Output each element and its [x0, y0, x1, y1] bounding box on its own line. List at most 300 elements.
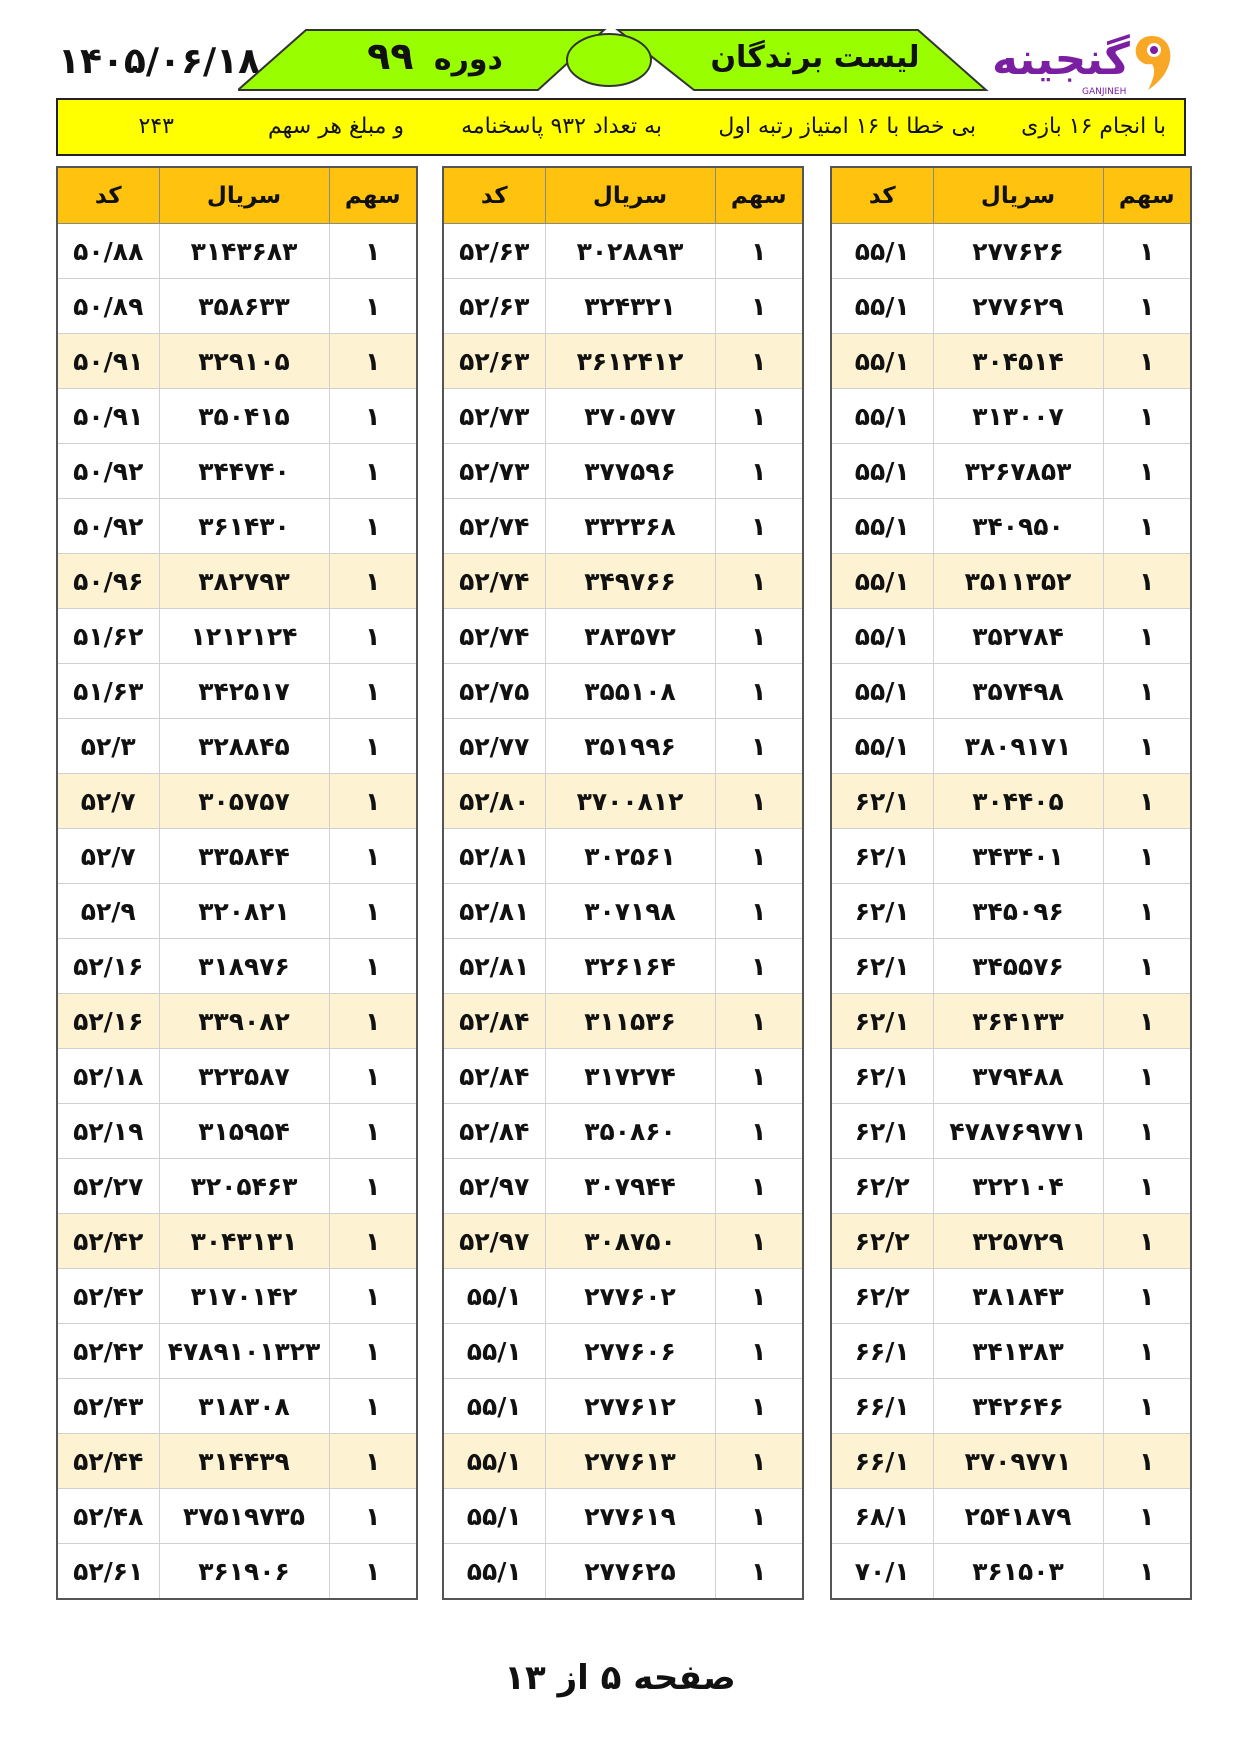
- table-row: [57, 884, 417, 939]
- cell-share: ۱: [1103, 499, 1191, 554]
- cell-code: ۶۲/۱: [831, 994, 933, 1049]
- cell-share: ۱: [329, 224, 417, 279]
- cell-code: ۵۲/۶۱: [57, 1544, 159, 1600]
- cell-share: ۱: [715, 609, 803, 664]
- table-row: [57, 1049, 417, 1104]
- table-row: [831, 664, 1191, 719]
- cell-share: ۱: [1103, 1104, 1191, 1159]
- cell-serial: ۳۲۰۵۴۶۳: [159, 1159, 329, 1214]
- cell-code: ۵۵/۱: [443, 1544, 545, 1600]
- cell-share: ۱: [715, 1324, 803, 1379]
- table-row: [57, 609, 417, 664]
- cell-share: ۱: [1103, 719, 1191, 774]
- cell-serial: ۳۴۱۳۸۳: [933, 1324, 1103, 1379]
- cell-serial: ۳۵۰۴۱۵: [159, 389, 329, 444]
- cell-serial: ۳۸۱۸۴۳: [933, 1269, 1103, 1324]
- page-title: لیست برندگان: [710, 40, 920, 75]
- page-number: صفحه ۵ از ۱۳: [504, 1658, 736, 1698]
- table-row: [831, 1159, 1191, 1214]
- cell-code: ۵۰/۸۸: [57, 224, 159, 279]
- table-row: [57, 1324, 417, 1379]
- logo-mark-icon: [1130, 34, 1174, 92]
- table-row: [831, 554, 1191, 609]
- info-count: به تعداد ۹۳۲ پاسخنامه: [461, 114, 662, 139]
- cell-share: ۱: [1103, 1489, 1191, 1544]
- cell-code: ۵۲/۷۴: [443, 499, 545, 554]
- cell-code: ۵۵/۱: [831, 279, 933, 334]
- cell-serial: ۳۰۴۴۰۵: [933, 774, 1103, 829]
- info-games: با انجام ۱۶ بازی: [1021, 114, 1166, 139]
- cell-share: ۱: [1103, 279, 1191, 334]
- cell-code: ۵۵/۱: [831, 664, 933, 719]
- cell-code: ۵۲/۷۳: [443, 444, 545, 499]
- cell-serial: ۳۳۹۰۸۲: [159, 994, 329, 1049]
- column-header-code: کد: [443, 167, 545, 224]
- cell-serial: ۳۰۷۱۹۸: [545, 884, 715, 939]
- cell-code: ۵۲/۷۵: [443, 664, 545, 719]
- cell-share: ۱: [329, 499, 417, 554]
- draw-date: ۱۴۰۵/۰۶/۱۸: [58, 41, 261, 82]
- table-header-row: [57, 167, 417, 224]
- cell-code: ۵۰/۹۱: [57, 389, 159, 444]
- cell-share: ۱: [1103, 389, 1191, 444]
- table-row: [831, 774, 1191, 829]
- cell-code: ۵۵/۱: [443, 1379, 545, 1434]
- table-row: [57, 224, 417, 279]
- cell-serial: ۳۷۰۰۸۱۲: [545, 774, 715, 829]
- cell-share: ۱: [1103, 1269, 1191, 1324]
- cell-serial: ۳۸۲۷۹۳: [159, 554, 329, 609]
- cell-serial: ۲۷۷۶۱۲: [545, 1379, 715, 1434]
- table-row: [57, 554, 417, 609]
- cell-code: ۵۰/۹۲: [57, 499, 159, 554]
- cell-code: ۵۲/۱۶: [57, 939, 159, 994]
- cell-serial: ۳۴۴۷۴۰: [159, 444, 329, 499]
- cell-code: ۶۶/۱: [831, 1434, 933, 1489]
- cell-serial: ۳۱۷۲۷۴: [545, 1049, 715, 1104]
- table-row: [57, 939, 417, 994]
- table-row: [57, 1269, 417, 1324]
- cell-serial: ۳۴۰۹۵۰: [933, 499, 1103, 554]
- table-row: [57, 1489, 417, 1544]
- cell-share: ۱: [715, 994, 803, 1049]
- table-row: [443, 279, 803, 334]
- cell-code: ۵۵/۱: [443, 1324, 545, 1379]
- cell-share: ۱: [329, 664, 417, 719]
- table-row: [831, 1269, 1191, 1324]
- cell-serial: ۳۷۰۵۷۷: [545, 389, 715, 444]
- cell-serial: ۳۱۴۳۶۸۳: [159, 224, 329, 279]
- table-row: [831, 1489, 1191, 1544]
- cell-code: ۵۲/۸۴: [443, 1049, 545, 1104]
- cell-share: ۱: [1103, 1049, 1191, 1104]
- table-row: [831, 499, 1191, 554]
- cell-code: ۵۲/۴۲: [57, 1324, 159, 1379]
- cell-code: ۵۲/۷: [57, 774, 159, 829]
- cell-share: ۱: [715, 224, 803, 279]
- cell-serial: ۳۲۴۳۲۱: [545, 279, 715, 334]
- cell-serial: ۳۵۰۸۶۰: [545, 1104, 715, 1159]
- cell-serial: ۳۶۴۱۳۳: [933, 994, 1103, 1049]
- cell-code: ۵۲/۷۳: [443, 389, 545, 444]
- cell-serial: ۳۴۵۵۷۶: [933, 939, 1103, 994]
- cell-code: ۶۸/۱: [831, 1489, 933, 1544]
- cell-serial: ۲۷۷۶۰۲: [545, 1269, 715, 1324]
- cell-share: ۱: [1103, 1159, 1191, 1214]
- cell-code: ۵۵/۱: [831, 554, 933, 609]
- table-row: [831, 829, 1191, 884]
- table-row: [443, 1324, 803, 1379]
- table-row: [831, 939, 1191, 994]
- cell-share: ۱: [715, 719, 803, 774]
- period-label: دوره: [433, 42, 503, 77]
- cell-share: ۱: [1103, 554, 1191, 609]
- cell-serial: ۳۴۲۶۴۶: [933, 1379, 1103, 1434]
- cell-code: ۵۲/۱۶: [57, 994, 159, 1049]
- cell-serial: ۳۷۵۱۹۷۳۵: [159, 1489, 329, 1544]
- logo-subtext: GANJINEH: [1082, 87, 1127, 97]
- cell-share: ۱: [329, 1544, 417, 1600]
- table-row: [443, 1104, 803, 1159]
- table-row: [57, 1214, 417, 1269]
- cell-code: ۵۲/۲۷: [57, 1159, 159, 1214]
- cell-serial: ۳۷۰۹۷۷۱: [933, 1434, 1103, 1489]
- cell-code: ۵۲/۴۲: [57, 1269, 159, 1324]
- cell-share: ۱: [715, 1269, 803, 1324]
- cell-code: ۶۲/۱: [831, 774, 933, 829]
- table-row: [443, 499, 803, 554]
- info-share-amount: ۲۴۳: [138, 114, 174, 139]
- table-row: [443, 444, 803, 499]
- table-row: [443, 1159, 803, 1214]
- table-row: [57, 1104, 417, 1159]
- cell-serial: ۳۲۶۷۸۵۳: [933, 444, 1103, 499]
- table-header-row: [443, 167, 803, 224]
- table-row: [443, 389, 803, 444]
- cell-code: ۵۲/۶۳: [443, 334, 545, 389]
- cell-code: ۵۵/۱: [831, 444, 933, 499]
- cell-serial: ۳۴۹۷۶۶: [545, 554, 715, 609]
- table-row: [443, 554, 803, 609]
- table-row: [831, 1214, 1191, 1269]
- table-row: [443, 1214, 803, 1269]
- cell-code: ۵۲/۸۱: [443, 829, 545, 884]
- cell-serial: ۳۸۰۹۱۷۱: [933, 719, 1103, 774]
- column-header-code: کد: [57, 167, 159, 224]
- cell-code: ۵۲/۸۱: [443, 939, 545, 994]
- cell-code: ۵۲/۹۷: [443, 1214, 545, 1269]
- cell-code: ۶۲/۱: [831, 829, 933, 884]
- cell-share: ۱: [715, 279, 803, 334]
- cell-share: ۱: [1103, 1324, 1191, 1379]
- cell-code: ۵۲/۹: [57, 884, 159, 939]
- cell-code: ۵۵/۱: [443, 1434, 545, 1489]
- table-row: [831, 1544, 1191, 1600]
- cell-share: ۱: [329, 939, 417, 994]
- table-row: [57, 719, 417, 774]
- cell-share: ۱: [715, 1434, 803, 1489]
- table-row: [443, 1049, 803, 1104]
- cell-share: ۱: [329, 1489, 417, 1544]
- cell-share: ۱: [1103, 224, 1191, 279]
- table-row: [831, 389, 1191, 444]
- cell-code: ۵۲/۱۹: [57, 1104, 159, 1159]
- cell-code: ۵۲/۸۴: [443, 1104, 545, 1159]
- table-row: [57, 279, 417, 334]
- cell-share: ۱: [715, 1489, 803, 1544]
- cell-code: ۶۲/۱: [831, 1104, 933, 1159]
- cell-serial: ۳۰۴۵۱۴: [933, 334, 1103, 389]
- cell-serial: ۳۶۱۲۴۱۲: [545, 334, 715, 389]
- cell-serial: ۳۵۱۹۹۶: [545, 719, 715, 774]
- cell-serial: ۳۲۳۵۸۷: [159, 1049, 329, 1104]
- cell-code: ۵۲/۹۷: [443, 1159, 545, 1214]
- table-row: [831, 1379, 1191, 1434]
- cell-share: ۱: [329, 279, 417, 334]
- cell-share: ۱: [329, 1379, 417, 1434]
- winners-table-right: [830, 166, 1192, 1600]
- cell-share: ۱: [1103, 884, 1191, 939]
- cell-serial: ۱۲۱۲۱۲۴: [159, 609, 329, 664]
- cell-serial: ۳۵۱۱۳۵۲: [933, 554, 1103, 609]
- cell-share: ۱: [329, 1324, 417, 1379]
- cell-code: ۵۲/۸۴: [443, 994, 545, 1049]
- cell-code: ۵۲/۶۳: [443, 279, 545, 334]
- table-row: [831, 1324, 1191, 1379]
- cell-share: ۱: [329, 774, 417, 829]
- cell-share: ۱: [1103, 609, 1191, 664]
- cell-share: ۱: [329, 1434, 417, 1489]
- cell-share: ۱: [715, 1104, 803, 1159]
- table-row: [443, 609, 803, 664]
- cell-share: ۱: [715, 334, 803, 389]
- cell-share: ۱: [715, 389, 803, 444]
- table-row: [57, 1544, 417, 1600]
- cell-serial: ۳۱۳۰۰۷: [933, 389, 1103, 444]
- cell-code: ۵۵/۱: [831, 334, 933, 389]
- table-row: [57, 774, 417, 829]
- cell-code: ۵۵/۱: [831, 499, 933, 554]
- table-row: [831, 444, 1191, 499]
- cell-code: ۵۵/۱: [831, 224, 933, 279]
- cell-share: ۱: [1103, 1434, 1191, 1489]
- column-header-serial: سریال: [159, 167, 329, 224]
- table-row: [57, 1434, 417, 1489]
- cell-share: ۱: [1103, 1544, 1191, 1600]
- cell-serial: ۳۱۵۹۵۴: [159, 1104, 329, 1159]
- cell-share: ۱: [329, 389, 417, 444]
- cell-code: ۵۱/۶۳: [57, 664, 159, 719]
- cell-share: ۱: [715, 1159, 803, 1214]
- table-row: [57, 829, 417, 884]
- cell-serial: ۳۸۳۵۷۲: [545, 609, 715, 664]
- cell-serial: ۳۴۲۵۱۷: [159, 664, 329, 719]
- cell-share: ۱: [1103, 774, 1191, 829]
- cell-serial: ۳۴۵۰۹۶: [933, 884, 1103, 939]
- cell-share: ۱: [715, 444, 803, 499]
- table-row: [443, 939, 803, 994]
- info-rank: بی خطا با ۱۶ امتیاز رتبه اول: [718, 114, 976, 139]
- cell-code: ۵۲/۴۴: [57, 1434, 159, 1489]
- cell-share: ۱: [329, 1269, 417, 1324]
- logo-text: گنجینه: [992, 34, 1130, 85]
- table-row: [443, 774, 803, 829]
- cell-code: ۵۵/۱: [831, 609, 933, 664]
- winners-table-middle: [442, 166, 804, 1600]
- cell-share: ۱: [329, 554, 417, 609]
- cell-serial: ۲۷۷۶۲۹: [933, 279, 1103, 334]
- cell-share: ۱: [329, 884, 417, 939]
- cell-share: ۱: [329, 609, 417, 664]
- table-row: [57, 444, 417, 499]
- table-header-row: [831, 167, 1191, 224]
- winners-table-left: [56, 166, 418, 1600]
- cell-share: ۱: [715, 1379, 803, 1434]
- cell-code: ۵۵/۱: [831, 719, 933, 774]
- cell-serial: ۳۱۱۵۳۶: [545, 994, 715, 1049]
- cell-share: ۱: [329, 1214, 417, 1269]
- cell-serial: ۳۱۸۹۷۶: [159, 939, 329, 994]
- cell-serial: ۳۲۶۱۶۴: [545, 939, 715, 994]
- cell-share: ۱: [715, 829, 803, 884]
- cell-serial: ۳۲۲۱۰۴: [933, 1159, 1103, 1214]
- table-row: [831, 1049, 1191, 1104]
- table-row: [57, 499, 417, 554]
- cell-serial: ۳۶۱۴۳۰: [159, 499, 329, 554]
- cell-serial: ۲۷۷۶۱۳: [545, 1434, 715, 1489]
- table-row: [831, 1434, 1191, 1489]
- cell-share: ۱: [1103, 829, 1191, 884]
- cell-share: ۱: [715, 499, 803, 554]
- cell-share: ۱: [329, 1104, 417, 1159]
- cell-code: ۵۲/۷۷: [443, 719, 545, 774]
- cell-serial: ۲۷۷۶۲۶: [933, 224, 1103, 279]
- cell-code: ۶۶/۱: [831, 1379, 933, 1434]
- cell-share: ۱: [715, 939, 803, 994]
- column-header-share: سهم: [715, 167, 803, 224]
- cell-share: ۱: [1103, 1214, 1191, 1269]
- cell-serial: ۳۶۱۹۰۶: [159, 1544, 329, 1600]
- table-row: [831, 1104, 1191, 1159]
- cell-serial: ۳۰۸۷۵۰: [545, 1214, 715, 1269]
- cell-share: ۱: [715, 1049, 803, 1104]
- table-row: [57, 664, 417, 719]
- table-row: [831, 719, 1191, 774]
- column-header-share: سهم: [329, 167, 417, 224]
- cell-code: ۵۲/۸۰: [443, 774, 545, 829]
- table-row: [443, 829, 803, 884]
- column-header-code: کد: [831, 167, 933, 224]
- cell-serial: ۳۱۷۰۱۴۲: [159, 1269, 329, 1324]
- cell-serial: ۳۰۴۳۱۳۱: [159, 1214, 329, 1269]
- cell-code: ۵۲/۷۴: [443, 554, 545, 609]
- cell-serial: ۳۷۹۴۸۸: [933, 1049, 1103, 1104]
- column-header-serial: سریال: [933, 167, 1103, 224]
- cell-serial: ۳۷۷۵۹۶: [545, 444, 715, 499]
- cell-code: ۵۲/۸۱: [443, 884, 545, 939]
- table-row: [443, 1379, 803, 1434]
- cell-code: ۵۲/۴۸: [57, 1489, 159, 1544]
- cell-share: ۱: [1103, 1379, 1191, 1434]
- cell-serial: ۴۷۸۷۶۹۷۷۱: [933, 1104, 1103, 1159]
- cell-serial: ۳۳۵۸۴۴: [159, 829, 329, 884]
- table-row: [831, 994, 1191, 1049]
- cell-serial: ۳۰۷۹۴۴: [545, 1159, 715, 1214]
- table-row: [443, 664, 803, 719]
- table-row: [831, 884, 1191, 939]
- cell-code: ۵۰/۹۶: [57, 554, 159, 609]
- cell-serial: ۳۵۸۶۳۳: [159, 279, 329, 334]
- cell-serial: ۲۷۷۶۱۹: [545, 1489, 715, 1544]
- cell-share: ۱: [715, 884, 803, 939]
- cell-share: ۱: [1103, 334, 1191, 389]
- ganjineh-logo: [992, 30, 1182, 100]
- cell-share: ۱: [715, 774, 803, 829]
- cell-share: ۱: [329, 719, 417, 774]
- table-row: [831, 224, 1191, 279]
- cell-code: ۶۲/۲: [831, 1214, 933, 1269]
- cell-serial: ۳۲۰۸۲۱: [159, 884, 329, 939]
- table-row: [831, 609, 1191, 664]
- table-row: [57, 334, 417, 389]
- table-row: [443, 1544, 803, 1600]
- cell-code: ۵۵/۱: [831, 389, 933, 444]
- table-row: [57, 389, 417, 444]
- table-row: [443, 224, 803, 279]
- table-row: [443, 1269, 803, 1324]
- cell-share: ۱: [1103, 444, 1191, 499]
- table-row: [443, 1434, 803, 1489]
- cell-serial: ۲۵۴۱۸۷۹: [933, 1489, 1103, 1544]
- cell-share: ۱: [1103, 994, 1191, 1049]
- cell-code: ۵۱/۶۲: [57, 609, 159, 664]
- table-row: [443, 719, 803, 774]
- cell-serial: ۳۶۱۵۰۳: [933, 1544, 1103, 1600]
- table-row: [57, 994, 417, 1049]
- cell-code: ۶۲/۲: [831, 1269, 933, 1324]
- cell-serial: ۳۰۲۸۸۹۳: [545, 224, 715, 279]
- cell-serial: ۳۲۵۷۲۹: [933, 1214, 1103, 1269]
- cell-share: ۱: [329, 994, 417, 1049]
- cell-code: ۶۲/۱: [831, 884, 933, 939]
- column-header-serial: سریال: [545, 167, 715, 224]
- cell-code: ۵۵/۱: [443, 1269, 545, 1324]
- cell-serial: ۳۱۸۳۰۸: [159, 1379, 329, 1434]
- cell-serial: ۳۵۷۴۹۸: [933, 664, 1103, 719]
- table-row: [443, 334, 803, 389]
- cell-code: ۵۲/۳: [57, 719, 159, 774]
- cell-share: ۱: [329, 1159, 417, 1214]
- info-share-amount-label: و مبلغ هر سهم: [268, 114, 404, 139]
- table-row: [57, 1379, 417, 1434]
- cell-serial: ۳۲۹۱۰۵: [159, 334, 329, 389]
- cell-code: ۵۲/۴۳: [57, 1379, 159, 1434]
- table-row: [57, 1159, 417, 1214]
- cell-share: ۱: [715, 554, 803, 609]
- cell-share: ۱: [329, 334, 417, 389]
- cell-code: ۵۵/۱: [443, 1489, 545, 1544]
- period-number: ۹۹: [367, 34, 414, 78]
- cell-serial: ۳۳۲۳۶۸: [545, 499, 715, 554]
- cell-serial: ۲۷۷۶۲۵: [545, 1544, 715, 1600]
- cell-serial: ۳۲۸۸۴۵: [159, 719, 329, 774]
- table-row: [443, 884, 803, 939]
- cell-code: ۶۲/۲: [831, 1159, 933, 1214]
- cell-code: ۶۶/۱: [831, 1324, 933, 1379]
- cell-code: ۵۲/۶۳: [443, 224, 545, 279]
- table-row: [443, 1489, 803, 1544]
- cell-serial: ۳۰۵۷۵۷: [159, 774, 329, 829]
